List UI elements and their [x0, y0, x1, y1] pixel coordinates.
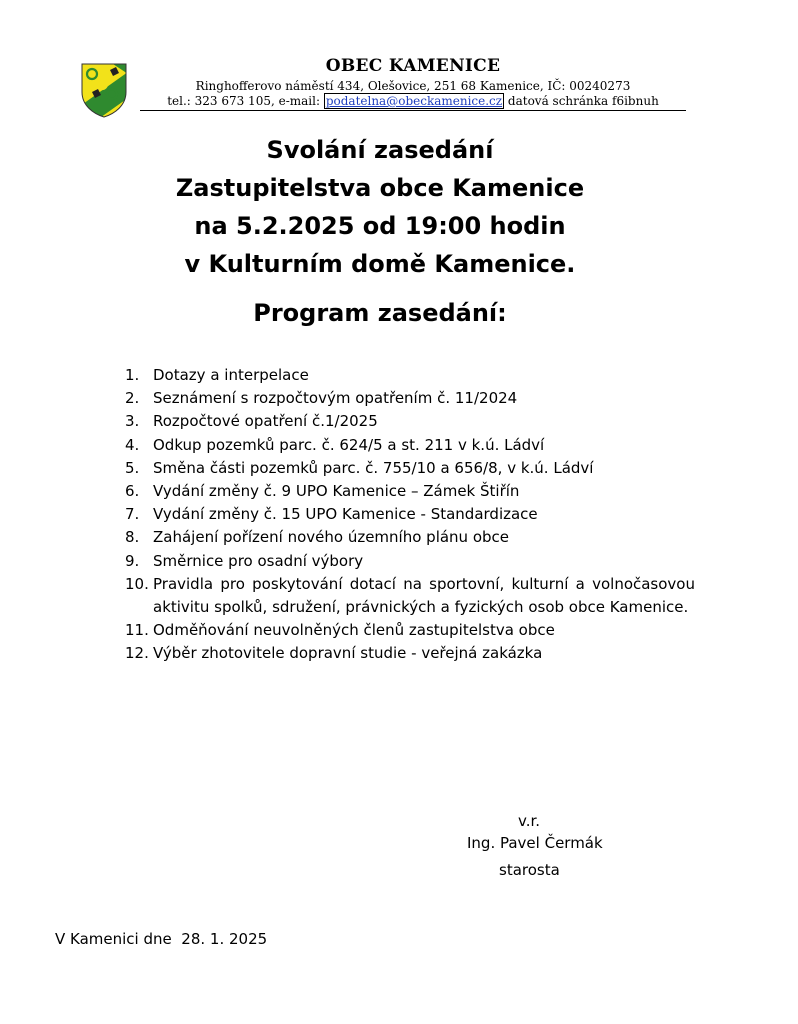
agenda-item-text: Směna části pozemků parc. č. 755/10 a 656/8, v k.ú. Ládví	[153, 458, 594, 477]
agenda-item-number: 10.	[125, 574, 149, 593]
announcement-line: Svolání zasedání	[266, 136, 494, 164]
agenda-item-text: Zahájení pořízení nového územního plánu obce	[153, 528, 510, 547]
announcement-line: na 5.2.2025 od 19:00 hodin	[194, 212, 566, 240]
coat-of-arms-icon	[80, 62, 128, 118]
agenda-item-number: 1.	[125, 366, 140, 384]
agenda-item	[125, 503, 695, 526]
agenda-item	[125, 619, 695, 642]
agenda-list	[125, 364, 695, 666]
agenda-item-number: 5.	[125, 458, 140, 477]
contact-phone: tel.: 323 673 105, e-mail:	[167, 94, 324, 108]
agenda-item-number: 9.	[125, 551, 140, 570]
agenda-item-number: 8.	[125, 528, 140, 547]
agenda-item-text: Odměňování neuvolněných členů zastupitelstva obce	[153, 621, 555, 640]
document-date: V Kamenici dne 28. 1. 2025	[55, 930, 268, 948]
header-divider	[140, 110, 686, 111]
agenda-item-text: Rozpočtové opatření č.1/2025	[153, 412, 378, 431]
agenda-item-number: 7.	[125, 505, 140, 524]
agenda-item	[125, 642, 695, 665]
municipality-name: OBEC KAMENICE	[325, 56, 501, 76]
municipality-contact	[140, 94, 686, 108]
agenda-item-number: 12.	[125, 644, 149, 663]
signatory-role: starosta	[499, 861, 560, 879]
agenda-item	[125, 550, 695, 573]
signatory-name: Ing. Pavel Čermák	[467, 834, 603, 852]
municipality-address: Ringhofferovo náměstí 434, Olešovice, 251 68 Kamenice, IČ: 00240273	[195, 79, 631, 93]
agenda-item-number: 4.	[125, 435, 140, 454]
agenda-item-text: Dotazy a interpelace	[153, 366, 309, 384]
agenda-item	[125, 457, 695, 480]
announcement-line: v Kulturním domě Kamenice.	[184, 250, 576, 278]
agenda-item	[125, 480, 695, 503]
agenda-item-number: 3.	[125, 412, 140, 431]
agenda-item-text: Výběr zhotovitele dopravní studie - veřejná zakázka	[153, 644, 543, 663]
agenda-item	[125, 573, 695, 619]
agenda-item-text: Vydání změny č. 15 UPO Kamenice - Standardizace	[153, 505, 538, 524]
agenda-item-text: Odkup pozemků parc. č. 624/5 a st. 211 v k.ú. Ládví	[153, 435, 545, 454]
agenda-item-number: 11.	[125, 621, 149, 640]
program-heading: Program zasedání:	[253, 299, 507, 327]
agenda-item	[125, 387, 695, 410]
meeting-announcement	[100, 131, 660, 283]
agenda-item-text: Směrnice pro osadní výbory	[153, 551, 364, 570]
agenda-item-text: Seznámení s rozpočtovým opatřením č. 11/2024	[153, 389, 518, 408]
agenda-item-text: Pravidla pro poskytování dotací na sportovní, kulturní a volnočasovou aktivitu spolků, sdružení, právnických a fyzických osob obce Kamenice.	[153, 574, 695, 617]
agenda-item	[125, 410, 695, 433]
agenda-item	[125, 526, 695, 549]
data-box: datová schránka f6ibnuh	[504, 94, 659, 108]
agenda-item	[125, 434, 695, 457]
agenda-item-number: 2.	[125, 389, 140, 408]
agenda-item	[125, 364, 695, 387]
agenda-item-number: 6.	[125, 482, 140, 501]
agenda-item-text: Vydání změny č. 9 UPO Kamenice – Zámek Štiřín	[153, 482, 520, 501]
email-link[interactable]: podatelna@obeckamenice.cz	[325, 94, 503, 108]
signature-vr: v.r.	[518, 812, 541, 830]
announcement-line: Zastupitelstva obce Kamenice	[175, 174, 585, 202]
